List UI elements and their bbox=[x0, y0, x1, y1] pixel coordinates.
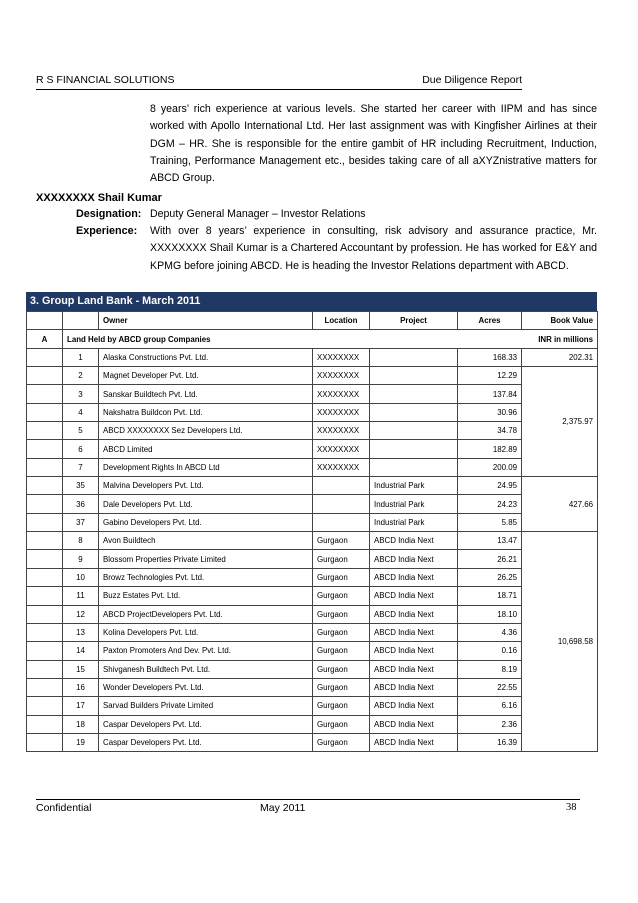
experience-label: Experience: bbox=[76, 225, 138, 237]
table-row bbox=[27, 513, 598, 531]
row-location: Gurgaon bbox=[313, 587, 370, 605]
row-blank-cell bbox=[27, 623, 63, 641]
row-location: Gurgaon bbox=[313, 733, 370, 751]
row-location: Gurgaon bbox=[313, 550, 370, 568]
row-project: Industrial Park bbox=[370, 513, 458, 531]
row-project: ABCD India Next bbox=[370, 532, 458, 550]
row-acres: 18.71 bbox=[458, 587, 522, 605]
row-location: Gurgaon bbox=[313, 678, 370, 696]
row-number: 16 bbox=[63, 678, 99, 696]
row-acres: 168.33 bbox=[458, 348, 522, 366]
row-number: 17 bbox=[63, 697, 99, 715]
row-number: 35 bbox=[63, 477, 99, 495]
row-location: XXXXXXXX bbox=[313, 403, 370, 421]
row-number: 9 bbox=[63, 550, 99, 568]
row-project: ABCD India Next bbox=[370, 697, 458, 715]
row-acres: 16.39 bbox=[458, 733, 522, 751]
row-blank-cell bbox=[27, 697, 63, 715]
row-acres: 18.10 bbox=[458, 605, 522, 623]
row-project bbox=[370, 422, 458, 440]
row-acres: 12.29 bbox=[458, 367, 522, 385]
header-cell-no bbox=[63, 312, 99, 330]
page-number: 38 bbox=[566, 802, 577, 813]
row-blank-cell bbox=[27, 550, 63, 568]
row-acres: 200.09 bbox=[458, 458, 522, 476]
row-location: Gurgaon bbox=[313, 605, 370, 623]
table-row bbox=[27, 678, 598, 696]
row-owner: Nakshatra Buildcon Pvt. Ltd. bbox=[99, 403, 313, 421]
header-project: Project bbox=[370, 312, 458, 330]
row-acres: 8.19 bbox=[458, 660, 522, 678]
row-number: 14 bbox=[63, 642, 99, 660]
row-owner: Browz Technologies Pvt. Ltd. bbox=[99, 568, 313, 586]
table-row bbox=[27, 697, 598, 715]
row-location bbox=[313, 477, 370, 495]
row-owner: Malvina Developers Pvt. Ltd. bbox=[99, 477, 313, 495]
row-project bbox=[370, 458, 458, 476]
row-acres: 24.23 bbox=[458, 495, 522, 513]
row-owner: Avon Buildtech bbox=[99, 532, 313, 550]
page-header bbox=[36, 74, 522, 90]
header-owner: Owner bbox=[99, 312, 313, 330]
row-project: Industrial Park bbox=[370, 495, 458, 513]
row-owner: Sarvad Builders Private Limited bbox=[99, 697, 313, 715]
row-project: ABCD India Next bbox=[370, 715, 458, 733]
table-row bbox=[27, 715, 598, 733]
row-blank-cell bbox=[27, 458, 63, 476]
row-owner: Kolina Developers Pvt. Ltd. bbox=[99, 623, 313, 641]
row-location: XXXXXXXX bbox=[313, 458, 370, 476]
row-project: ABCD India Next bbox=[370, 550, 458, 568]
row-acres: 13.47 bbox=[458, 532, 522, 550]
row-project bbox=[370, 440, 458, 458]
row-acres: 26.21 bbox=[458, 550, 522, 568]
header-acres: Acres bbox=[458, 312, 522, 330]
row-acres: 4.36 bbox=[458, 623, 522, 641]
table-row bbox=[27, 495, 598, 513]
table-row bbox=[27, 348, 598, 366]
row-number: 10 bbox=[63, 568, 99, 586]
row-number: 3 bbox=[63, 385, 99, 403]
row-project: ABCD India Next bbox=[370, 568, 458, 586]
group-label: Land Held by ABCD group Companies bbox=[63, 330, 522, 348]
row-location: Gurgaon bbox=[313, 623, 370, 641]
row-blank-cell bbox=[27, 348, 63, 366]
row-number: 36 bbox=[63, 495, 99, 513]
row-location bbox=[313, 513, 370, 531]
row-blank-cell bbox=[27, 385, 63, 403]
table-row bbox=[27, 605, 598, 623]
book-value-cell: 2,375.97 bbox=[522, 367, 598, 477]
row-owner: ABCD XXXXXXXX Sez Developers Ltd. bbox=[99, 422, 313, 440]
row-blank-cell bbox=[27, 605, 63, 623]
row-project bbox=[370, 385, 458, 403]
row-location: Gurgaon bbox=[313, 715, 370, 733]
table-header-row bbox=[27, 312, 598, 330]
row-location: XXXXXXXX bbox=[313, 367, 370, 385]
row-project bbox=[370, 367, 458, 385]
table-row bbox=[27, 458, 598, 476]
row-owner: Paxton Promoters And Dev. Pvt. Ltd. bbox=[99, 642, 313, 660]
row-blank-cell bbox=[27, 477, 63, 495]
table-row bbox=[27, 733, 598, 751]
row-acres: 34.78 bbox=[458, 422, 522, 440]
row-number: 6 bbox=[63, 440, 99, 458]
header-book-value: Book Value bbox=[522, 312, 598, 330]
intro-paragraph: 8 years’ rich experience at various levels. She started her career with IIPM and has since worked with Apollo International Ltd. Her last assignment was with Kingfisher Airlines at their DGM – HR. She is responsible for the entire gambit of HR including Recruitment, Induction, Training, Performance Management etc., besides taking care of all aXYZnistrative matters for ABCD Group. bbox=[150, 103, 597, 185]
row-number: 19 bbox=[63, 733, 99, 751]
row-owner: ABCD ProjectDevelopers Pvt. Ltd. bbox=[99, 605, 313, 623]
row-blank-cell bbox=[27, 513, 63, 531]
table-row bbox=[27, 422, 598, 440]
table-row bbox=[27, 385, 598, 403]
book-value-cell: 427.66 bbox=[522, 477, 598, 532]
header-location: Location bbox=[313, 312, 370, 330]
row-acres: 137.84 bbox=[458, 385, 522, 403]
group-row bbox=[27, 330, 598, 348]
row-acres: 26.25 bbox=[458, 568, 522, 586]
row-location: Gurgaon bbox=[313, 642, 370, 660]
row-blank-cell bbox=[27, 422, 63, 440]
row-project bbox=[370, 403, 458, 421]
book-value-cell: 10,698.58 bbox=[522, 532, 598, 752]
header-cell-blank bbox=[27, 312, 63, 330]
row-number: 15 bbox=[63, 660, 99, 678]
row-project: Industrial Park bbox=[370, 477, 458, 495]
table-row bbox=[27, 587, 598, 605]
footer-date: May 2011 bbox=[260, 802, 306, 814]
row-blank-cell bbox=[27, 532, 63, 550]
table-row bbox=[27, 367, 598, 385]
row-owner: Development Rights In ABCD Ltd bbox=[99, 458, 313, 476]
row-number: 18 bbox=[63, 715, 99, 733]
row-blank-cell bbox=[27, 495, 63, 513]
row-acres: 0.16 bbox=[458, 642, 522, 660]
row-location: Gurgaon bbox=[313, 697, 370, 715]
experience-value: With over 8 years’ experience in consulting, risk advisory and assurance practice, Mr. XXXXXXXX Shail Kumar is a Chartered Accountant by profession. He has worked for E&Y and KPMG before joining ABCD. He is heading the Investor Relations department with ABCD. bbox=[150, 225, 597, 272]
row-number: 37 bbox=[63, 513, 99, 531]
row-number: 5 bbox=[63, 422, 99, 440]
table-row bbox=[27, 623, 598, 641]
row-location: XXXXXXXX bbox=[313, 440, 370, 458]
table-row bbox=[27, 642, 598, 660]
row-owner: Caspar Developers Pvt. Ltd. bbox=[99, 733, 313, 751]
person-name: XXXXXXXX Shail Kumar bbox=[36, 192, 162, 204]
row-blank-cell bbox=[27, 642, 63, 660]
row-acres: 2.36 bbox=[458, 715, 522, 733]
row-number: 13 bbox=[63, 623, 99, 641]
row-owner: Blossom Properties Private Limited bbox=[99, 550, 313, 568]
footer-divider bbox=[36, 799, 580, 800]
row-project: ABCD India Next bbox=[370, 733, 458, 751]
row-project: ABCD India Next bbox=[370, 623, 458, 641]
row-owner: Wonder Developers Pvt. Ltd. bbox=[99, 678, 313, 696]
designation-value: Deputy General Manager – Investor Relations bbox=[150, 208, 366, 220]
footer-confidential: Confidential bbox=[36, 802, 92, 814]
row-blank-cell bbox=[27, 587, 63, 605]
row-project: ABCD India Next bbox=[370, 678, 458, 696]
row-owner: Caspar Developers Pvt. Ltd. bbox=[99, 715, 313, 733]
row-owner: Shivganesh Buildtech Pvt. Ltd. bbox=[99, 660, 313, 678]
row-blank-cell bbox=[27, 678, 63, 696]
row-blank-cell bbox=[27, 403, 63, 421]
row-project: ABCD India Next bbox=[370, 587, 458, 605]
row-number: 2 bbox=[63, 367, 99, 385]
row-location: XXXXXXXX bbox=[313, 385, 370, 403]
table-row bbox=[27, 403, 598, 421]
row-blank-cell bbox=[27, 660, 63, 678]
table-row bbox=[27, 568, 598, 586]
row-location bbox=[313, 495, 370, 513]
row-owner: ABCD Limited bbox=[99, 440, 313, 458]
row-location: XXXXXXXX bbox=[313, 422, 370, 440]
header-company: R S FINANCIAL SOLUTIONS bbox=[36, 74, 175, 86]
row-location: Gurgaon bbox=[313, 660, 370, 678]
table-row bbox=[27, 550, 598, 568]
row-number: 1 bbox=[63, 348, 99, 366]
row-project: ABCD India Next bbox=[370, 642, 458, 660]
row-number: 7 bbox=[63, 458, 99, 476]
row-owner: Dale Developers Pvt. Ltd. bbox=[99, 495, 313, 513]
row-blank-cell bbox=[27, 367, 63, 385]
row-acres: 5.85 bbox=[458, 513, 522, 531]
row-number: 8 bbox=[63, 532, 99, 550]
row-owner: Alaska Constructions Pvt. Ltd. bbox=[99, 348, 313, 366]
row-location: XXXXXXXX bbox=[313, 348, 370, 366]
row-acres: 6.16 bbox=[458, 697, 522, 715]
row-project: ABCD India Next bbox=[370, 660, 458, 678]
row-owner: Buzz Estates Pvt. Ltd. bbox=[99, 587, 313, 605]
row-acres: 24.95 bbox=[458, 477, 522, 495]
row-location: Gurgaon bbox=[313, 568, 370, 586]
group-code: A bbox=[27, 330, 63, 348]
row-blank-cell bbox=[27, 733, 63, 751]
table-row bbox=[27, 532, 598, 550]
designation-label: Designation: bbox=[76, 208, 142, 220]
row-blank-cell bbox=[27, 715, 63, 733]
group-unit: INR in millions bbox=[522, 330, 598, 348]
row-blank-cell bbox=[27, 440, 63, 458]
section-title: 3. Group Land Bank - March 2011 bbox=[26, 292, 597, 311]
row-owner: Sanskar Buildtech Pvt. Ltd. bbox=[99, 385, 313, 403]
row-acres: 182.89 bbox=[458, 440, 522, 458]
row-acres: 22.55 bbox=[458, 678, 522, 696]
row-owner: Gabino Developers Pvt. Ltd. bbox=[99, 513, 313, 531]
row-number: 11 bbox=[63, 587, 99, 605]
book-value-cell: 202.31 bbox=[522, 348, 598, 366]
land-bank-table bbox=[26, 311, 598, 752]
row-blank-cell bbox=[27, 568, 63, 586]
header-report-title: Due Diligence Report bbox=[422, 74, 522, 86]
table-row bbox=[27, 660, 598, 678]
table-row bbox=[27, 440, 598, 458]
row-number: 4 bbox=[63, 403, 99, 421]
row-number: 12 bbox=[63, 605, 99, 623]
table-row bbox=[27, 477, 598, 495]
row-project: ABCD India Next bbox=[370, 605, 458, 623]
row-project bbox=[370, 348, 458, 366]
row-location: Gurgaon bbox=[313, 532, 370, 550]
row-acres: 30.96 bbox=[458, 403, 522, 421]
row-owner: Magnet Developer Pvt. Ltd. bbox=[99, 367, 313, 385]
